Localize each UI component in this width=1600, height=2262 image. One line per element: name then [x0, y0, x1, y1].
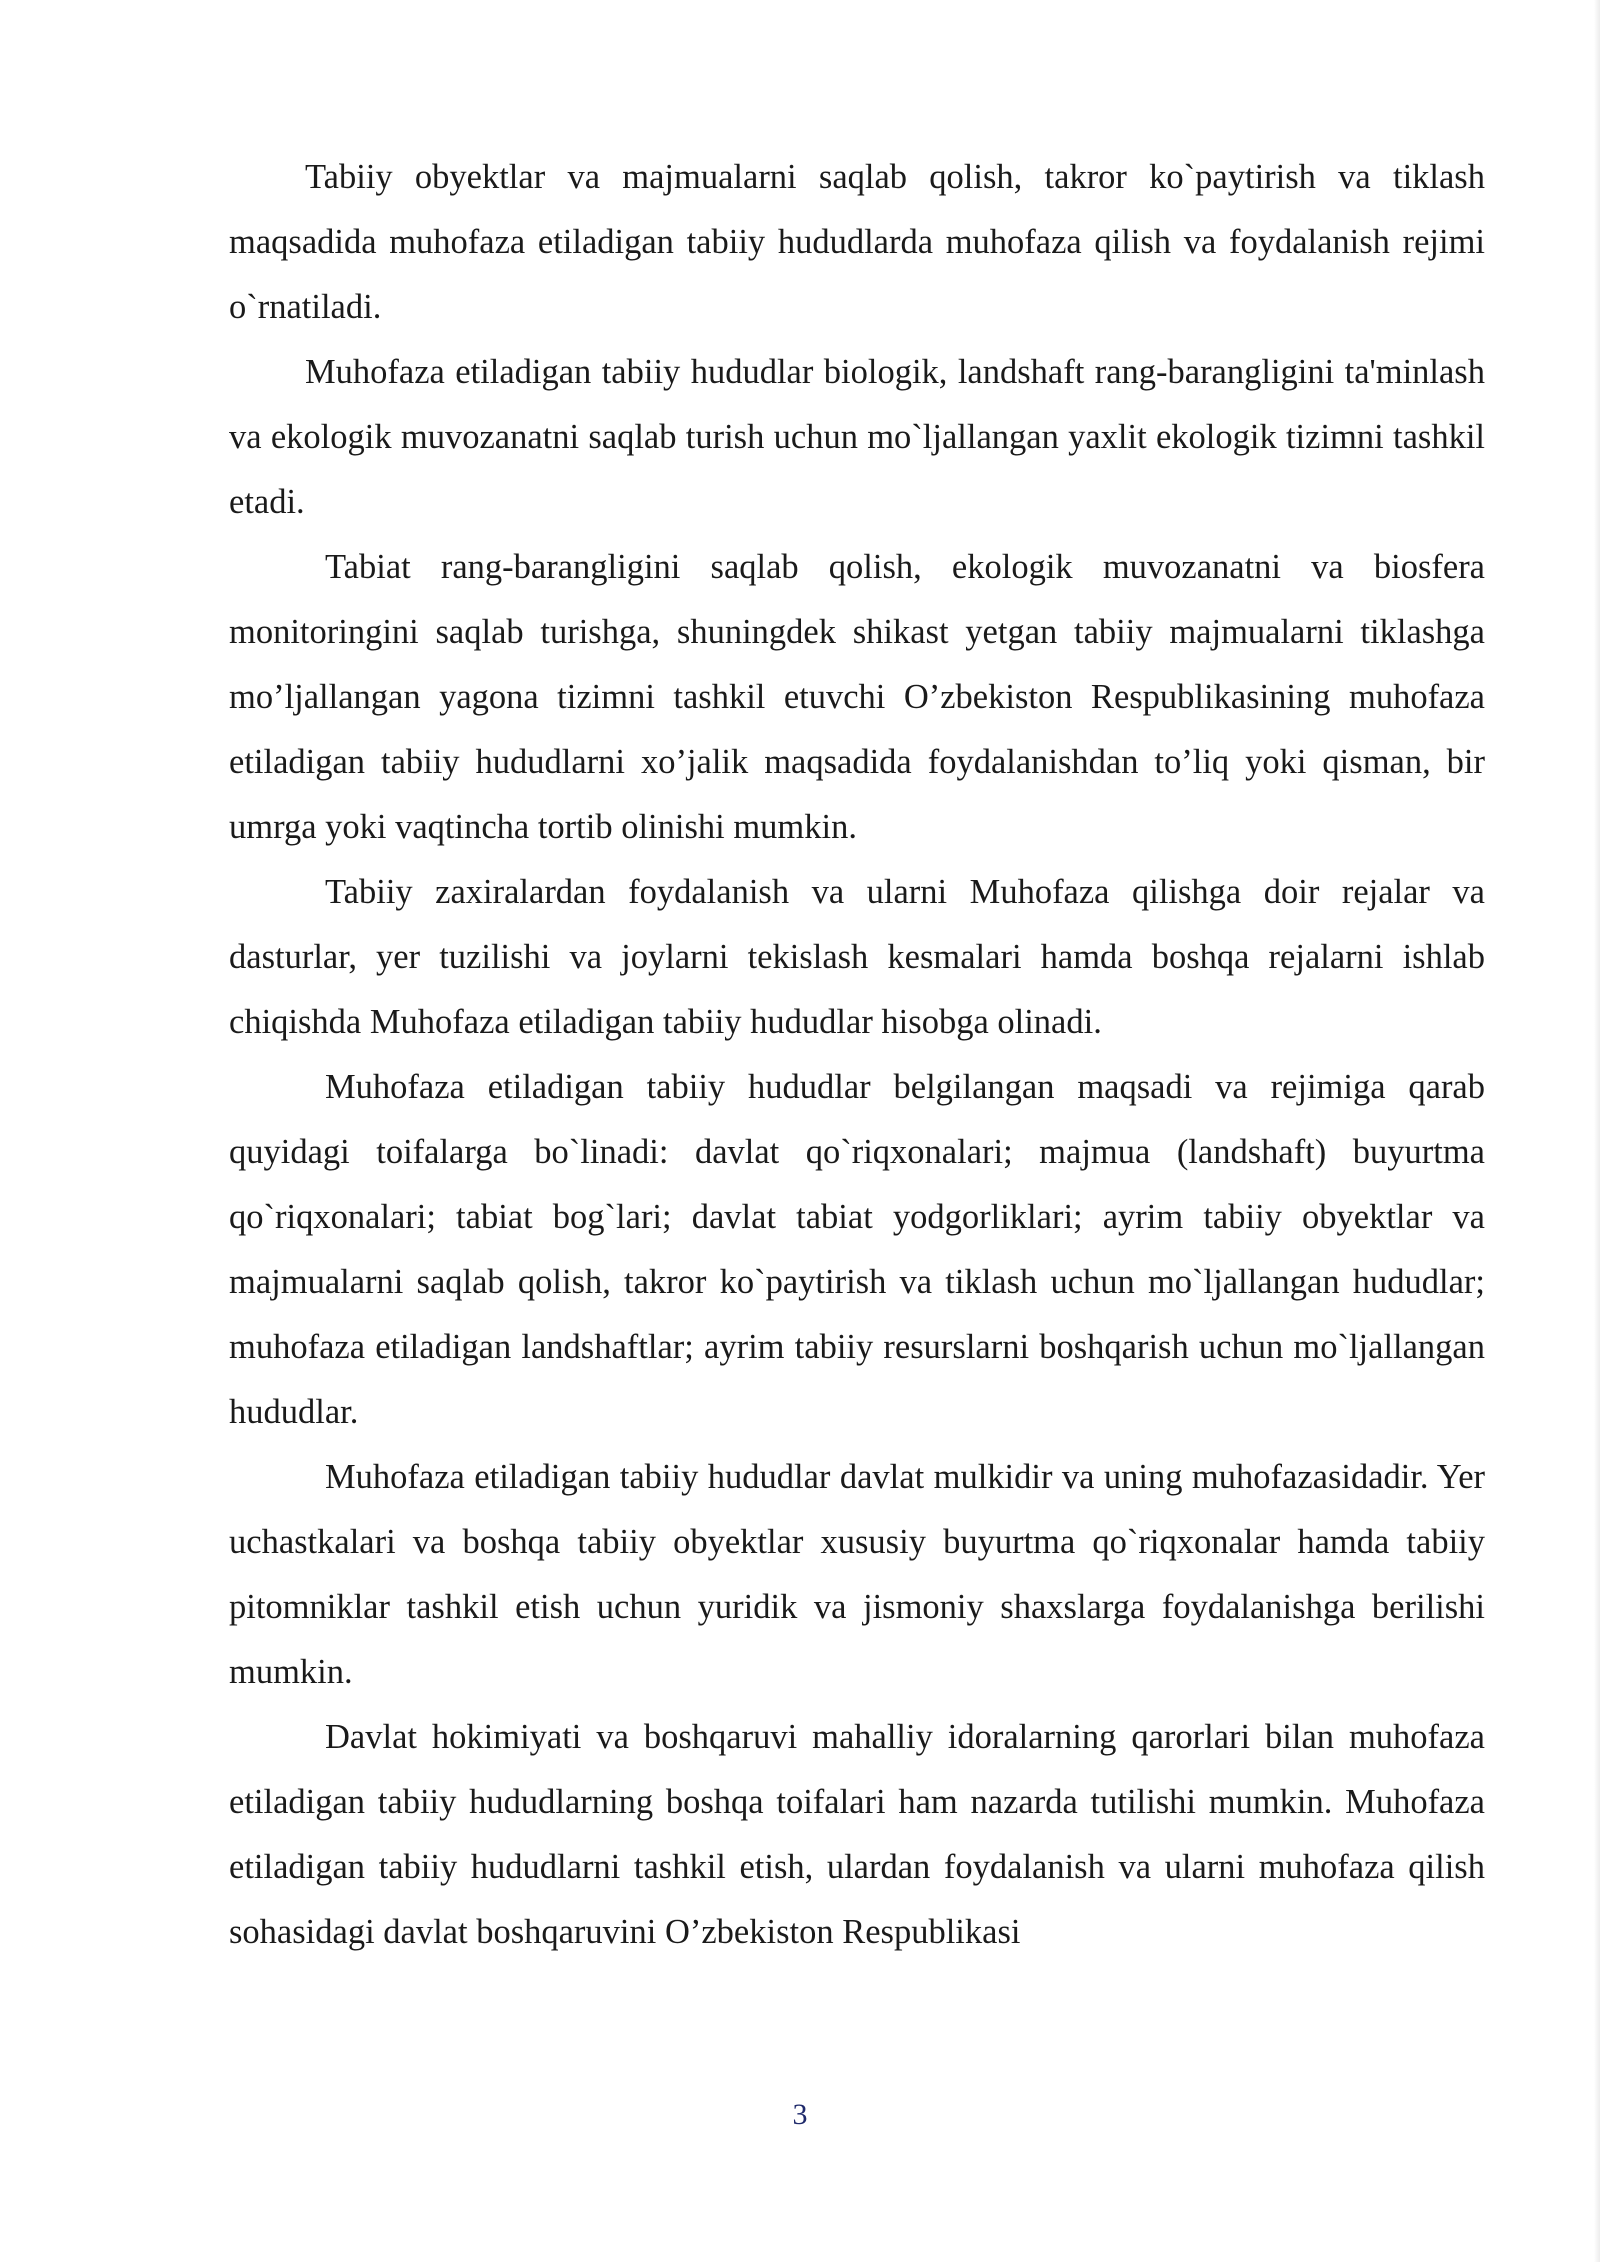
- paragraph-6: Muhofaza etiladigan tabiiy hududlar davlat mulkidir va uning muhofazasidadir. Yer uchastkalari va boshqa tabiiy obyektlar xususiy buyurtma qo`riqxonalar hamda tabiiy pitomniklar tashkil etish uchun yuridik va jismoniy shaxslarga foydalanishga berilishi mumkin.: [229, 1458, 1485, 1691]
- document-body: [229, 145, 1485, 1965]
- paragraph-3: Tabiat rang-barangligini saqlab qolish, ekologik muvozanatni va biosfera monitoringini saqlab turishga, shuningdek shikast yetgan tabiiy majmualarni tiklashga mo’ljallangan yagona tizimni tashkil etuvchi O’zbekiston Respublikasining muhofaza etiladigan tabiiy hududlarni xo’jalik maqsadida foydalanishdan to’liq yoki qisman, bir umrga yoki vaqtincha tortib olinishi mumkin.: [229, 548, 1485, 846]
- paragraph-4: Tabiiy zaxiralardan foydalanish va ularni Muhofaza qilishga doir rejalar va dasturlar, yer tuzilishi va joylarni tekislash kesmalari hamda boshqa rejalarni ishlab chiqishda Muhofaza etiladigan tabiiy hududlar hisobga olinadi.: [229, 873, 1485, 1041]
- paragraph-1: Tabiiy obyektlar va majmualarni saqlab qolish, takror ko`paytirish va tiklash maqsadida muhofaza etiladigan tabiiy hududlarda muhofaza qilish va foydalanish rejimi o`rnatiladi.: [229, 158, 1485, 326]
- paragraph-2: Muhofaza etiladigan tabiiy hududlar biologik, landshaft rang-barangligini ta'minlash va ekologik muvozanatni saqlab turish uchun mo`ljallangan yaxlit ekologik tizimni tashkil etadi.: [229, 353, 1485, 521]
- page-edge-shadow: [1594, 0, 1600, 2262]
- page-number: 3: [792, 2098, 808, 2131]
- paragraph-7: Davlat hokimiyati va boshqaruvi mahalliy idoralarning qarorlari bilan muhofaza etiladigan tabiiy hududlarning boshqa toifalari ham nazarda tutilishi mumkin. Muhofaza etiladigan tabiiy hududlarni tashkil etish, ulardan foydalanish va ularni muhofaza qilish sohasidagi davlat boshqaruvini O’zbekiston Respublikasi: [229, 1718, 1485, 1951]
- paragraph-5: Muhofaza etiladigan tabiiy hududlar belgilangan maqsadi va rejimiga qarab quyidagi toifalarga bo`linadi: davlat qo`riqxonalari; majmua (landshaft) buyurtma qo`riqxonalari; tabiat bog`lari; davlat tabiat yodgorliklari; ayrim tabiiy obyektlar va majmualarni saqlab qolish, takror ko`paytirish va tiklash uchun mo`ljallangan hududlar; muhofaza etiladigan landshaftlar; ayrim tabiiy resurslarni boshqarish uchun mo`ljallangan hududlar.: [229, 1068, 1485, 1431]
